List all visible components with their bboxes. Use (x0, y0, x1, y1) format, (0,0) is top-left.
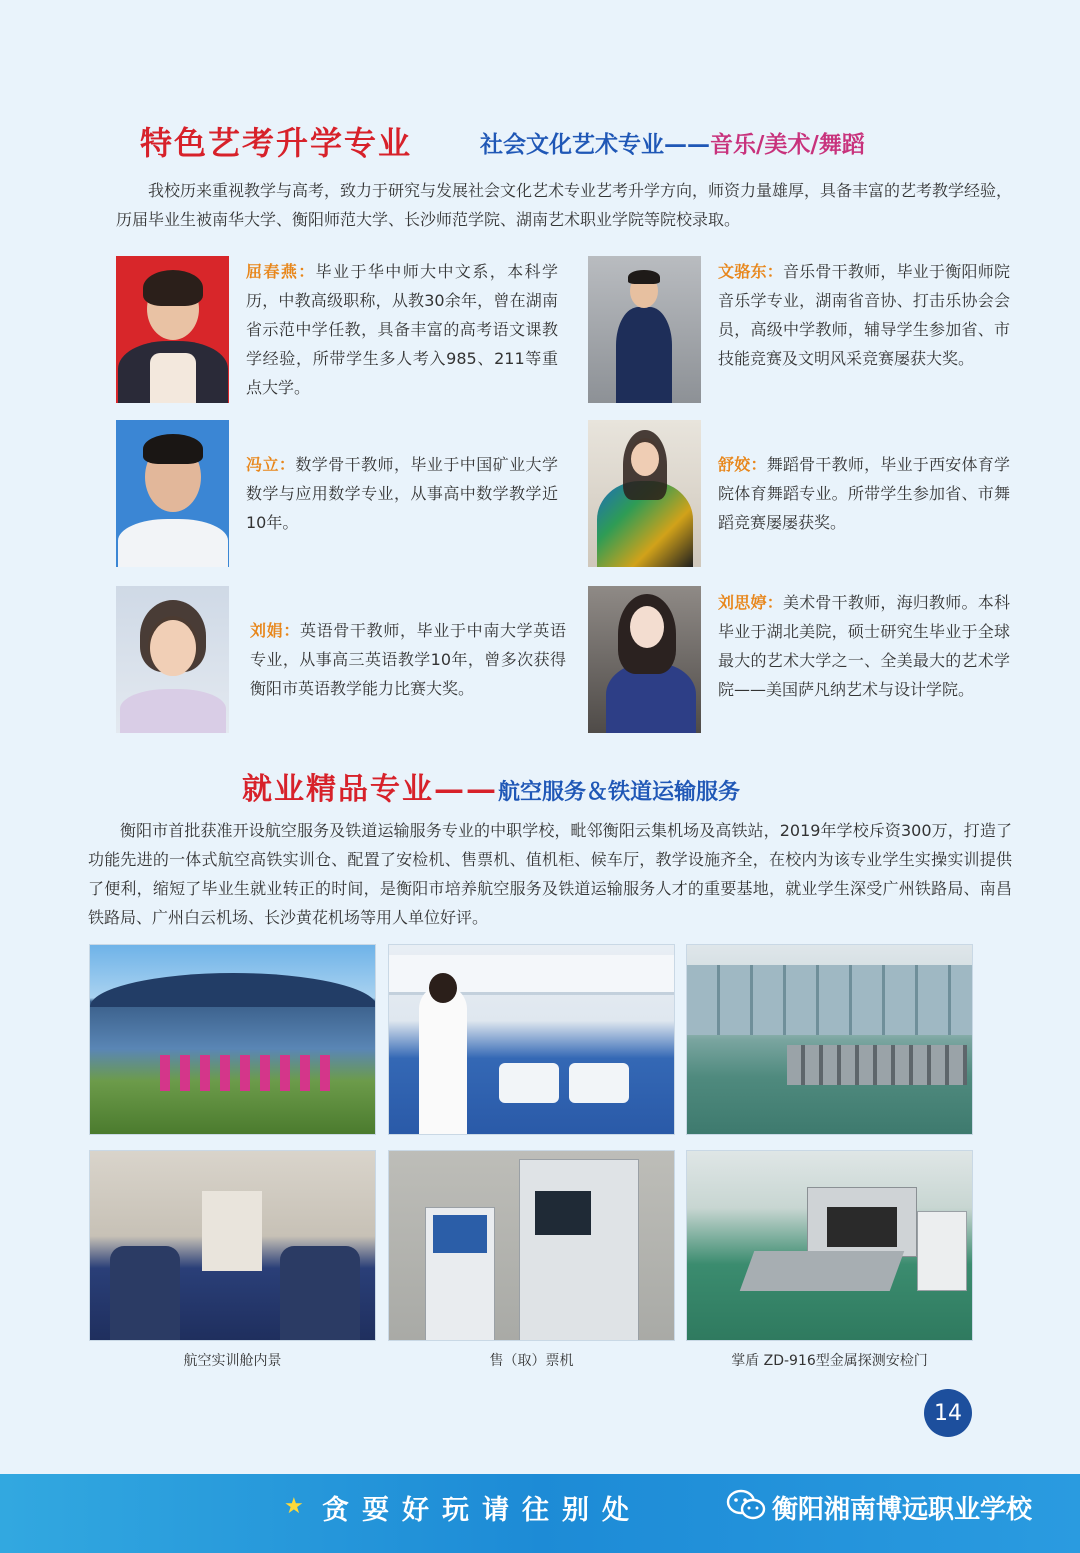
caption-security-gate: 掌盾 ZD-916型金属探测安检门 (731, 1353, 928, 1369)
footer-slogan: 贪耍好玩请往别处 (322, 1495, 642, 1526)
photo-training-cabin (89, 1150, 376, 1341)
section2-subtitle: 航空服务＆铁道运输服务 (498, 779, 741, 805)
caption-ticket-machine: 售（取）票机 (489, 1353, 574, 1369)
photo-waiting-hall (686, 944, 973, 1135)
section1-subtitle (480, 126, 865, 159)
wechat-icon (726, 1488, 766, 1522)
teacher-photo-shu (588, 420, 701, 567)
teacher-photo-wen (588, 256, 701, 403)
section1-heading (140, 118, 1040, 168)
section1-intro: 我校历来重视教学与高考，致力于研究与发展社会文化艺术专业艺考升学方向，师资力量雄厚，具备丰富的艺考教学经验，历届毕业生被南华大学、衡阳师范大学、长沙师范学院、湖南艺术职业学院等院校录取。 (116, 181, 1013, 229)
footer-bar (0, 1474, 1080, 1553)
teacher-photo-qu (116, 256, 229, 403)
section1-subtitle-suffix: 音乐/美术/舞蹈 (710, 131, 865, 158)
photo-airport-staff (89, 944, 376, 1135)
section2-heading (242, 764, 942, 808)
teacher-photo-feng (116, 420, 229, 567)
caption-training-cabin: 航空实训舱内景 (183, 1353, 282, 1369)
teacher-photo-liusiting (588, 586, 701, 733)
star-icon: ★ (284, 1494, 304, 1519)
teacher-bio-liusiting: 刘思婷：美术骨干教师，海归教师。本科毕业于湖北美院，硕士研究生毕业于全球最大的艺术大学之一、全美最大的艺术学院——美国萨凡纳艺术与设计学院。 (718, 593, 1010, 699)
teacher-bio-feng: 冯立：数学骨干教师，毕业于中国矿业大学数学与应用数学专业，从事高中数学教学近10年。 (246, 455, 558, 532)
photo-cabin-attendant (388, 944, 675, 1135)
teacher-bio-wen: 文骆东：音乐骨干教师，毕业于衡阳师院音乐学专业，湖南省音协、打击乐协会会员，高级中学教师，辅导学生参加省、市技能竞赛及文明风采竞赛屡获大奖。 (718, 262, 1010, 368)
section1-subtitle-prefix: 社会文化艺术专业—— (480, 131, 710, 158)
photo-ticket-machine (388, 1150, 675, 1341)
page-number: 14 (924, 1389, 972, 1437)
teacher-bio-shu: 舒姣：舞蹈骨干教师，毕业于西安体育学院体育舞蹈专业。所带学生参加省、市舞蹈竞赛屡屡获奖。 (718, 455, 1010, 532)
photo-security-scanner (686, 1150, 973, 1341)
teacher-bio-qu: 屈春燕：毕业于华中师大中文系，本科学历，中教高级职称，从教30余年，曾在湖南省示范中学任教，具备丰富的高考语文课教学经验，所带学生多人考入985、211等重点大学。 (246, 262, 558, 397)
section1-title: 特色艺考升学专业 (140, 124, 413, 162)
teacher-photo-liujuan (116, 586, 229, 733)
section2-intro: 衡阳市首批获准开设航空服务及铁道运输服务专业的中职学校，毗邻衡阳云集机场及高铁站，2019年学校斥资300万，打造了功能先进的一体式航空高铁实训仓、配置了安检机、售票机、值机柜、候车厅，教学设施齐全，在校内为该专业学生实操实训提供了便利，缩短了毕业生就业转正的时间，是衡阳市培养航空服务及铁道运输服务人才的重要基地，就业学生深受广州铁路局、南昌铁路局、广州白云机场、长沙黄花机场等用人单位好评。 (88, 821, 1012, 927)
section2-title: 就业精品专业—— (242, 772, 498, 807)
teacher-bio-liujuan: 刘娟：英语骨干教师，毕业于中南大学英语专业，从事高三英语教学10年，曾多次获得衡阳市英语教学能力比赛大奖。 (250, 621, 566, 698)
footer-school-name: 衡阳湘南博远职业学校 (772, 1495, 1033, 1525)
